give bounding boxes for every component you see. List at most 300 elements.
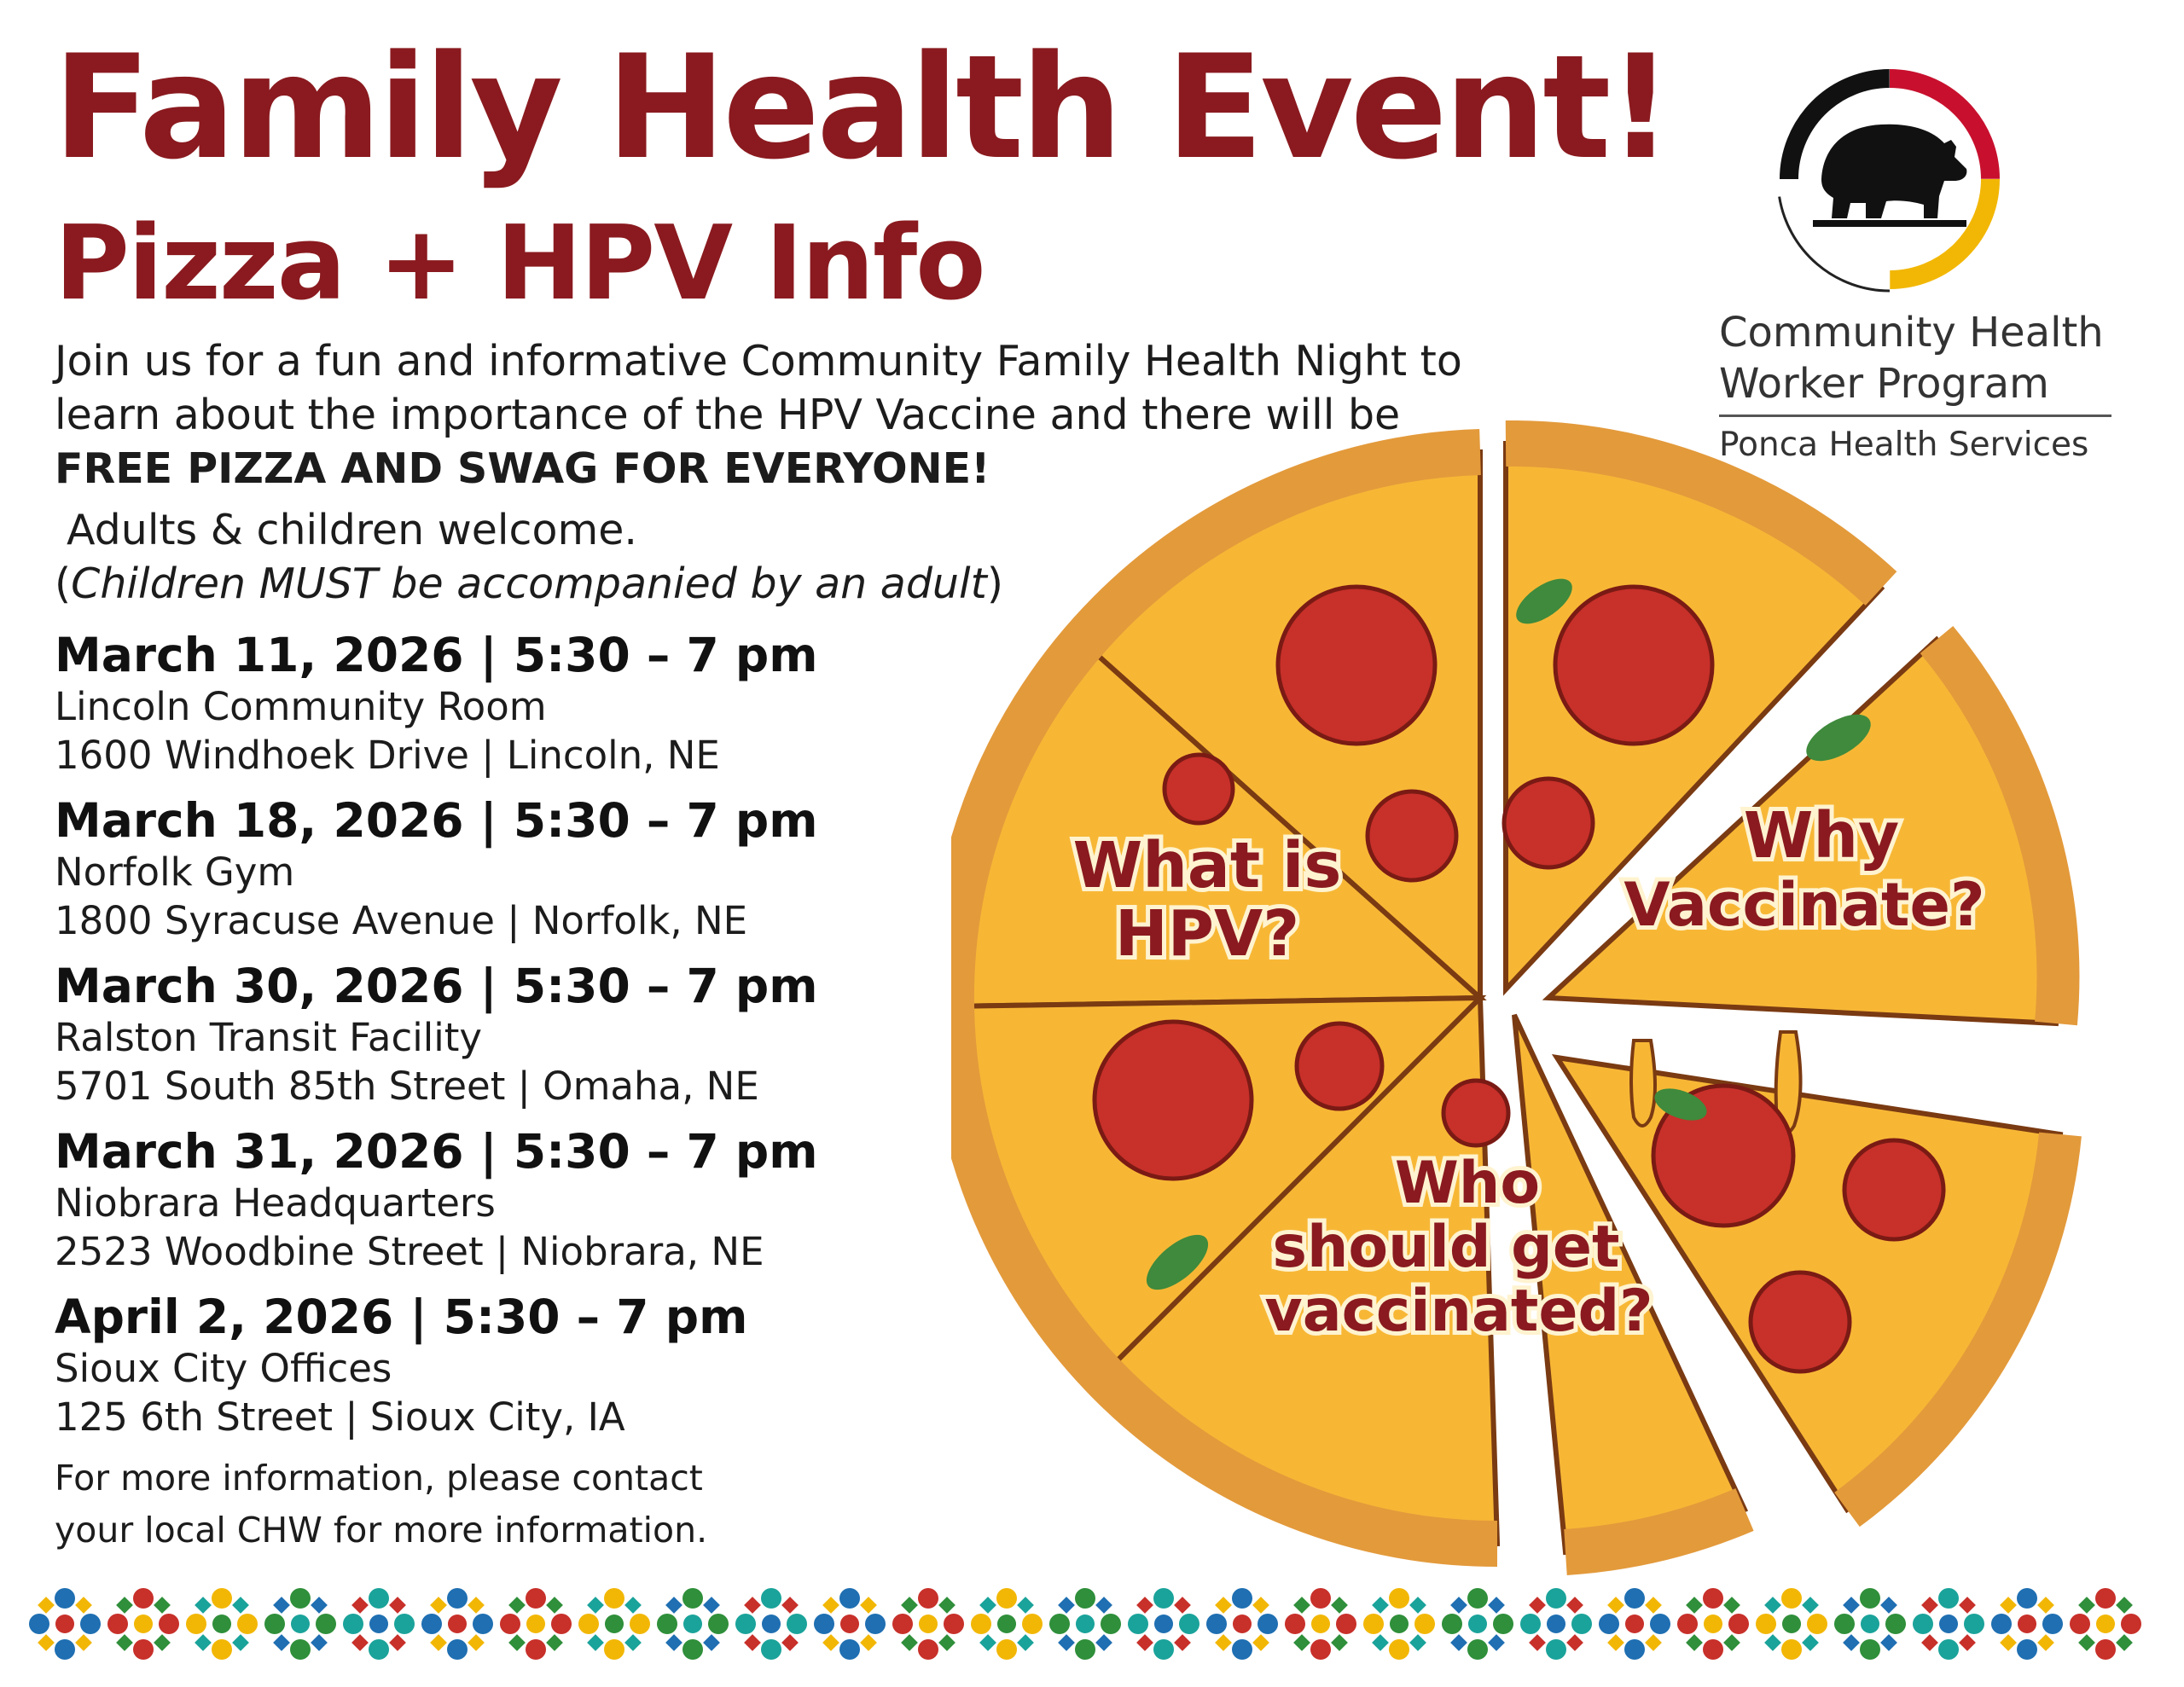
- bead-diamond: [1409, 1634, 1426, 1651]
- welcome-note: [55, 503, 1003, 611]
- pizza-question-label: should get: [1272, 1214, 1620, 1281]
- beadwork-motif-icon: [500, 1588, 572, 1660]
- bead-petal: [814, 1614, 834, 1634]
- bead-petal: [500, 1614, 520, 1634]
- bead-center: [1861, 1615, 1879, 1633]
- bead-petal: [159, 1614, 179, 1634]
- beadwork-motif-icon: [107, 1588, 179, 1660]
- pizza-question-label: HPV?: [1114, 897, 1300, 971]
- pizza-question-label: Vaccinate?: [1623, 870, 1985, 940]
- bead-petal: [1389, 1639, 1409, 1660]
- bead-petal: [421, 1614, 442, 1634]
- bead-diamond: [195, 1597, 212, 1614]
- bead-diamond: [1686, 1634, 1703, 1651]
- bead-petal: [290, 1639, 311, 1660]
- bead-petal: [1885, 1614, 1906, 1634]
- bead-diamond: [311, 1597, 328, 1614]
- bead-diamond: [1921, 1597, 1938, 1614]
- bead-diamond: [1843, 1634, 1860, 1651]
- bead-petal: [2121, 1614, 2141, 1634]
- bead-petal: [1520, 1614, 1541, 1634]
- bead-petal: [316, 1614, 336, 1634]
- bead-diamond: [744, 1597, 761, 1614]
- bead-center: [1390, 1615, 1409, 1633]
- bead-diamond: [116, 1634, 133, 1651]
- beadwork-motif-icon: [1049, 1588, 1121, 1660]
- bead-petal: [1310, 1639, 1331, 1660]
- bead-petal: [1964, 1614, 1984, 1634]
- bead-petal: [971, 1614, 991, 1634]
- event-venue: Niobrara Headquarters: [55, 1180, 496, 1226]
- bead-diamond: [1529, 1597, 1546, 1614]
- intro-text: Join us for a fun and informative Community Family Health Night to learn about the importance of the HPV Vaccine and there will be: [55, 337, 1462, 439]
- bead-diamond: [1293, 1634, 1310, 1651]
- event-item: [55, 628, 818, 780]
- bead-diamond: [979, 1597, 996, 1614]
- bead-petal: [447, 1639, 468, 1660]
- bead-diamond: [1372, 1634, 1389, 1651]
- bead-center: [369, 1615, 388, 1633]
- bead-diamond: [822, 1597, 839, 1614]
- bead-petal: [551, 1614, 572, 1634]
- bead-center: [1704, 1615, 1722, 1633]
- bead-petal: [1624, 1639, 1645, 1660]
- bead-center: [448, 1615, 467, 1633]
- bead-petal: [1153, 1588, 1174, 1609]
- bead-diamond: [389, 1597, 406, 1614]
- bead-diamond: [1017, 1634, 1034, 1651]
- bead-diamond: [624, 1597, 642, 1614]
- bead-petal: [708, 1614, 729, 1634]
- pepperoni: [1368, 791, 1456, 880]
- bead-petal: [1232, 1639, 1252, 1660]
- bead-diamond: [1959, 1597, 1976, 1614]
- bead-diamond: [195, 1634, 212, 1651]
- decorative-beadwork-border: [26, 1578, 2167, 1670]
- bead-diamond: [2078, 1597, 2095, 1614]
- bead-diamond: [860, 1597, 877, 1614]
- bead-petal: [2017, 1588, 2037, 1609]
- pizza-illustration: [951, 409, 2099, 1586]
- bead-petal: [2095, 1588, 2116, 1609]
- beadwork-motif-icon: [1206, 1588, 1278, 1660]
- bead-diamond: [430, 1597, 447, 1614]
- bead-diamond: [1252, 1597, 1269, 1614]
- logo-ground-line: [1813, 220, 1966, 227]
- bead-diamond: [1566, 1634, 1583, 1651]
- bead-diamond: [2116, 1597, 2133, 1614]
- bead-diamond: [1607, 1634, 1624, 1651]
- bead-diamond: [1764, 1597, 1781, 1614]
- bead-petal: [1991, 1614, 2012, 1634]
- event-venue: Ralston Transit Facility: [55, 1015, 483, 1060]
- bead-petal: [604, 1588, 624, 1609]
- bead-petal: [1650, 1614, 1670, 1634]
- contact-line: your local CHW for more information.: [55, 1510, 708, 1551]
- bead-diamond: [587, 1597, 604, 1614]
- event-venue: Sioux City Offices: [55, 1346, 392, 1391]
- bead-diamond: [468, 1634, 485, 1651]
- bead-diamond: [1723, 1597, 1740, 1614]
- pepperoni: [1165, 755, 1233, 823]
- bead-diamond: [1450, 1597, 1467, 1614]
- bead-diamond: [1174, 1634, 1191, 1651]
- bead-petal: [761, 1639, 781, 1660]
- bead-center: [840, 1615, 859, 1633]
- bead-petal: [1336, 1614, 1356, 1634]
- beadwork-motif-icon: [1913, 1588, 1984, 1660]
- bead-petal: [1442, 1614, 1462, 1634]
- bead-diamond: [1095, 1597, 1112, 1614]
- children-note-open: (: [55, 559, 72, 608]
- bead-petal: [1624, 1588, 1645, 1609]
- event-address: 1600 Windhoek Drive | Lincoln, NE: [55, 733, 720, 778]
- beadwork-motif-icon: [1442, 1588, 1513, 1660]
- beadwork-motif-icon: [892, 1588, 964, 1660]
- bead-petal: [237, 1614, 258, 1634]
- bead-petal: [1022, 1614, 1043, 1634]
- bead-diamond: [38, 1597, 55, 1614]
- bead-diamond: [2078, 1634, 2095, 1651]
- event-date: April 2, 2026 | 5:30 – 7 pm: [55, 1290, 748, 1344]
- event-item: [55, 1124, 818, 1276]
- event-venue: Norfolk Gym: [55, 849, 295, 895]
- bead-diamond: [508, 1597, 526, 1614]
- bead-petal: [1493, 1614, 1513, 1634]
- bead-diamond: [38, 1634, 55, 1651]
- event-date: March 30, 2026 | 5:30 – 7 pm: [55, 959, 818, 1013]
- bead-petal: [369, 1588, 389, 1609]
- bead-petal: [55, 1588, 75, 1609]
- bead-petal: [865, 1614, 886, 1634]
- bead-diamond: [1488, 1597, 1505, 1614]
- bead-diamond: [273, 1634, 290, 1651]
- bead-diamond: [1921, 1634, 1938, 1651]
- bead-diamond: [665, 1597, 682, 1614]
- chw-bear-logo: [1762, 51, 2018, 307]
- bead-diamond: [938, 1634, 956, 1651]
- bead-diamond: [665, 1634, 682, 1651]
- pepperoni: [1278, 587, 1435, 744]
- bead-diamond: [1488, 1634, 1505, 1651]
- beadwork-row: [29, 1588, 2141, 1660]
- pepperoni: [1443, 1081, 1508, 1145]
- bead-petal: [839, 1639, 860, 1660]
- bead-diamond: [546, 1634, 563, 1651]
- bead-petal: [1756, 1614, 1776, 1634]
- bead-petal: [735, 1614, 756, 1634]
- bead-diamond: [430, 1634, 447, 1651]
- beadwork-motif-icon: [29, 1588, 101, 1660]
- bead-petal: [1807, 1614, 1827, 1634]
- bead-diamond: [979, 1634, 996, 1651]
- pizza-question-label: What is: [1072, 829, 1342, 902]
- bead-diamond: [116, 1597, 133, 1614]
- bead-petal: [996, 1639, 1017, 1660]
- bead-petal: [761, 1588, 781, 1609]
- beadwork-motif-icon: [1991, 1588, 2063, 1660]
- bead-diamond: [2037, 1634, 2054, 1651]
- bead-petal: [1467, 1588, 1488, 1609]
- bead-petal: [1728, 1614, 1749, 1634]
- bead-petal: [473, 1614, 493, 1634]
- bead-petal: [944, 1614, 964, 1634]
- bead-petal: [1206, 1614, 1227, 1634]
- beadwork-motif-icon: [186, 1588, 258, 1660]
- bead-diamond: [1252, 1634, 1269, 1651]
- beadwork-motif-icon: [1834, 1588, 1906, 1660]
- bead-diamond: [1095, 1634, 1112, 1651]
- bead-diamond: [822, 1634, 839, 1651]
- event-date: March 31, 2026 | 5:30 – 7 pm: [55, 1124, 818, 1179]
- bead-petal: [578, 1614, 599, 1634]
- bead-diamond: [587, 1634, 604, 1651]
- bead-petal: [1860, 1588, 1880, 1609]
- event-date: March 11, 2026 | 5:30 – 7 pm: [55, 628, 818, 682]
- bead-petal: [1703, 1588, 1723, 1609]
- pepperoni: [1555, 587, 1712, 744]
- bead-petal: [892, 1614, 913, 1634]
- bead-diamond: [1686, 1597, 1703, 1614]
- beadwork-motif-icon: [814, 1588, 886, 1660]
- bead-petal: [2070, 1614, 2090, 1634]
- bead-petal: [29, 1614, 49, 1634]
- bead-petal: [1075, 1588, 1095, 1609]
- bead-diamond: [1880, 1634, 1897, 1651]
- bead-diamond: [860, 1634, 877, 1651]
- bead-petal: [996, 1588, 1017, 1609]
- bead-diamond: [1017, 1597, 1034, 1614]
- bead-diamond: [1058, 1597, 1075, 1614]
- logo-line-3: Ponca Health Services: [1719, 426, 2089, 464]
- bead-petal: [918, 1588, 938, 1609]
- bead-diamond: [75, 1597, 92, 1614]
- bead-diamond: [624, 1634, 642, 1651]
- bead-diamond: [1450, 1634, 1467, 1651]
- bead-diamond: [2116, 1634, 2133, 1651]
- bead-petal: [1599, 1614, 1619, 1634]
- bead-diamond: [703, 1597, 720, 1614]
- bead-center: [1782, 1615, 1801, 1633]
- bead-petal: [186, 1614, 206, 1634]
- bead-center: [212, 1615, 231, 1633]
- event-address: 5701 South 85th Street | Omaha, NE: [55, 1064, 759, 1109]
- bead-petal: [630, 1614, 650, 1634]
- bead-petal: [918, 1639, 938, 1660]
- children-note: [55, 557, 1003, 611]
- bead-diamond: [901, 1634, 918, 1651]
- bead-petal: [133, 1588, 154, 1609]
- bead-center: [762, 1615, 781, 1633]
- bead-center: [997, 1615, 1016, 1633]
- bead-petal: [55, 1639, 75, 1660]
- bead-diamond: [75, 1634, 92, 1651]
- bead-petal: [1285, 1614, 1305, 1634]
- bead-diamond: [311, 1634, 328, 1651]
- bead-petal: [1781, 1588, 1802, 1609]
- bead-petal: [526, 1639, 546, 1660]
- bead-center: [605, 1615, 624, 1633]
- bead-center: [919, 1615, 938, 1633]
- bear-silhouette-icon: [1821, 125, 1966, 218]
- beadwork-motif-icon: [735, 1588, 807, 1660]
- bead-diamond: [1372, 1597, 1389, 1614]
- event-address: 125 6th Street | Sioux City, IA: [55, 1394, 625, 1440]
- bead-diamond: [1723, 1634, 1740, 1651]
- bead-petal: [80, 1614, 101, 1634]
- bead-petal: [682, 1588, 703, 1609]
- bead-center: [1547, 1615, 1565, 1633]
- bead-petal: [212, 1588, 232, 1609]
- bead-petal: [1153, 1639, 1174, 1660]
- bead-diamond: [1959, 1634, 1976, 1651]
- pepperoni: [1504, 779, 1593, 867]
- bead-petal: [1310, 1588, 1331, 1609]
- bead-petal: [212, 1639, 232, 1660]
- bead-center: [55, 1615, 74, 1633]
- bead-petal: [1258, 1614, 1278, 1634]
- event-subtitle: Pizza + HPV Info: [55, 205, 985, 323]
- bead-diamond: [1215, 1597, 1232, 1614]
- logo-line-1: Community Health: [1719, 309, 2104, 357]
- event-item: [55, 793, 818, 945]
- children-note-close: ): [986, 559, 1003, 608]
- bead-petal: [343, 1614, 363, 1634]
- bead-petal: [394, 1614, 415, 1634]
- bead-diamond: [1607, 1597, 1624, 1614]
- bead-petal: [369, 1639, 389, 1660]
- beadwork-motif-icon: [657, 1588, 729, 1660]
- bead-diamond: [1331, 1597, 1348, 1614]
- pizza-question-label: Why: [1743, 799, 1900, 872]
- bead-diamond: [1764, 1634, 1781, 1651]
- bead-petal: [1703, 1639, 1723, 1660]
- event-title: Family Health Event!: [53, 24, 1670, 191]
- bead-petal: [787, 1614, 807, 1634]
- beadwork-motif-icon: [1128, 1588, 1199, 1660]
- beadwork-motif-icon: [578, 1588, 650, 1660]
- bead-petal: [133, 1639, 154, 1660]
- welcome-line: Adults & children welcome.: [67, 506, 637, 554]
- bead-petal: [1467, 1639, 1488, 1660]
- bead-petal: [2095, 1639, 2116, 1660]
- bead-petal: [107, 1614, 128, 1634]
- bead-petal: [290, 1588, 311, 1609]
- bead-diamond: [744, 1634, 761, 1651]
- bead-diamond: [1529, 1634, 1546, 1651]
- pepperoni: [1095, 1022, 1252, 1179]
- bead-center: [1939, 1615, 1958, 1633]
- bead-petal: [526, 1588, 546, 1609]
- bead-diamond: [2037, 1597, 2054, 1614]
- beadwork-motif-icon: [1520, 1588, 1592, 1660]
- event-address: 1800 Syracuse Avenue | Norfolk, NE: [55, 898, 748, 943]
- bead-petal: [657, 1614, 677, 1634]
- event-date: March 18, 2026 | 5:30 – 7 pm: [55, 793, 818, 848]
- bead-petal: [1179, 1614, 1199, 1634]
- contact-line: For more information, please contact: [55, 1458, 703, 1499]
- bead-diamond: [154, 1597, 171, 1614]
- bead-diamond: [781, 1597, 799, 1614]
- event-item: [55, 959, 818, 1110]
- bead-diamond: [781, 1634, 799, 1651]
- bead-petal: [1075, 1639, 1095, 1660]
- pepperoni: [1844, 1140, 1943, 1239]
- bead-diamond: [1802, 1597, 1819, 1614]
- bead-diamond: [938, 1597, 956, 1614]
- bead-diamond: [232, 1634, 249, 1651]
- bead-petal: [264, 1614, 285, 1634]
- bead-diamond: [1215, 1634, 1232, 1651]
- beadwork-motif-icon: [1677, 1588, 1749, 1660]
- bead-center: [1233, 1615, 1252, 1633]
- bead-center: [134, 1615, 153, 1633]
- bead-diamond: [154, 1634, 171, 1651]
- beadwork-motif-icon: [1599, 1588, 1670, 1660]
- bead-petal: [1101, 1614, 1121, 1634]
- bead-center: [1468, 1615, 1487, 1633]
- contact-note: [55, 1452, 707, 1557]
- children-note-text: Children MUST be accompanied by an adult: [71, 559, 987, 608]
- beadwork-motif-icon: [971, 1588, 1043, 1660]
- bead-petal: [1781, 1639, 1802, 1660]
- bead-center: [683, 1615, 702, 1633]
- bead-diamond: [1802, 1634, 1819, 1651]
- bead-center: [1625, 1615, 1644, 1633]
- bead-petal: [1677, 1614, 1698, 1634]
- bead-petal: [447, 1588, 468, 1609]
- bead-diamond: [1566, 1597, 1583, 1614]
- cheese-drip: [1631, 1041, 1655, 1126]
- beadwork-motif-icon: [1363, 1588, 1435, 1660]
- event-address: 2523 Woodbine Street | Niobrara, NE: [55, 1229, 764, 1274]
- bead-petal: [2042, 1614, 2063, 1634]
- bead-petal: [1546, 1588, 1566, 1609]
- bead-petal: [1938, 1639, 1959, 1660]
- bead-petal: [1363, 1614, 1384, 1634]
- bead-center: [1311, 1615, 1330, 1633]
- bead-diamond: [1136, 1597, 1153, 1614]
- bead-diamond: [1331, 1634, 1348, 1651]
- bead-center: [526, 1615, 545, 1633]
- bead-petal: [1546, 1639, 1566, 1660]
- bead-petal: [1938, 1588, 1959, 1609]
- bead-petal: [1232, 1588, 1252, 1609]
- bead-diamond: [2000, 1597, 2017, 1614]
- bead-diamond: [703, 1634, 720, 1651]
- bead-diamond: [546, 1597, 563, 1614]
- bead-center: [1076, 1615, 1095, 1633]
- bead-diamond: [1645, 1597, 1662, 1614]
- bead-diamond: [1880, 1597, 1897, 1614]
- bead-diamond: [1293, 1597, 1310, 1614]
- bead-center: [2018, 1615, 2036, 1633]
- bead-diamond: [508, 1634, 526, 1651]
- pepperoni: [1751, 1272, 1850, 1371]
- beadwork-motif-icon: [1756, 1588, 1827, 1660]
- bead-diamond: [389, 1634, 406, 1651]
- bead-diamond: [232, 1597, 249, 1614]
- pizza-question-label: Who: [1394, 1150, 1541, 1217]
- event-venue: Lincoln Community Room: [55, 684, 547, 729]
- intro-bold-offer: FREE PIZZA AND SWAG FOR EVERYONE!: [55, 444, 990, 493]
- bead-petal: [1571, 1614, 1592, 1634]
- beadwork-motif-icon: [2070, 1588, 2141, 1660]
- bead-petal: [1128, 1614, 1148, 1634]
- bead-petal: [1913, 1614, 1933, 1634]
- bead-petal: [1834, 1614, 1855, 1634]
- bead-center: [291, 1615, 310, 1633]
